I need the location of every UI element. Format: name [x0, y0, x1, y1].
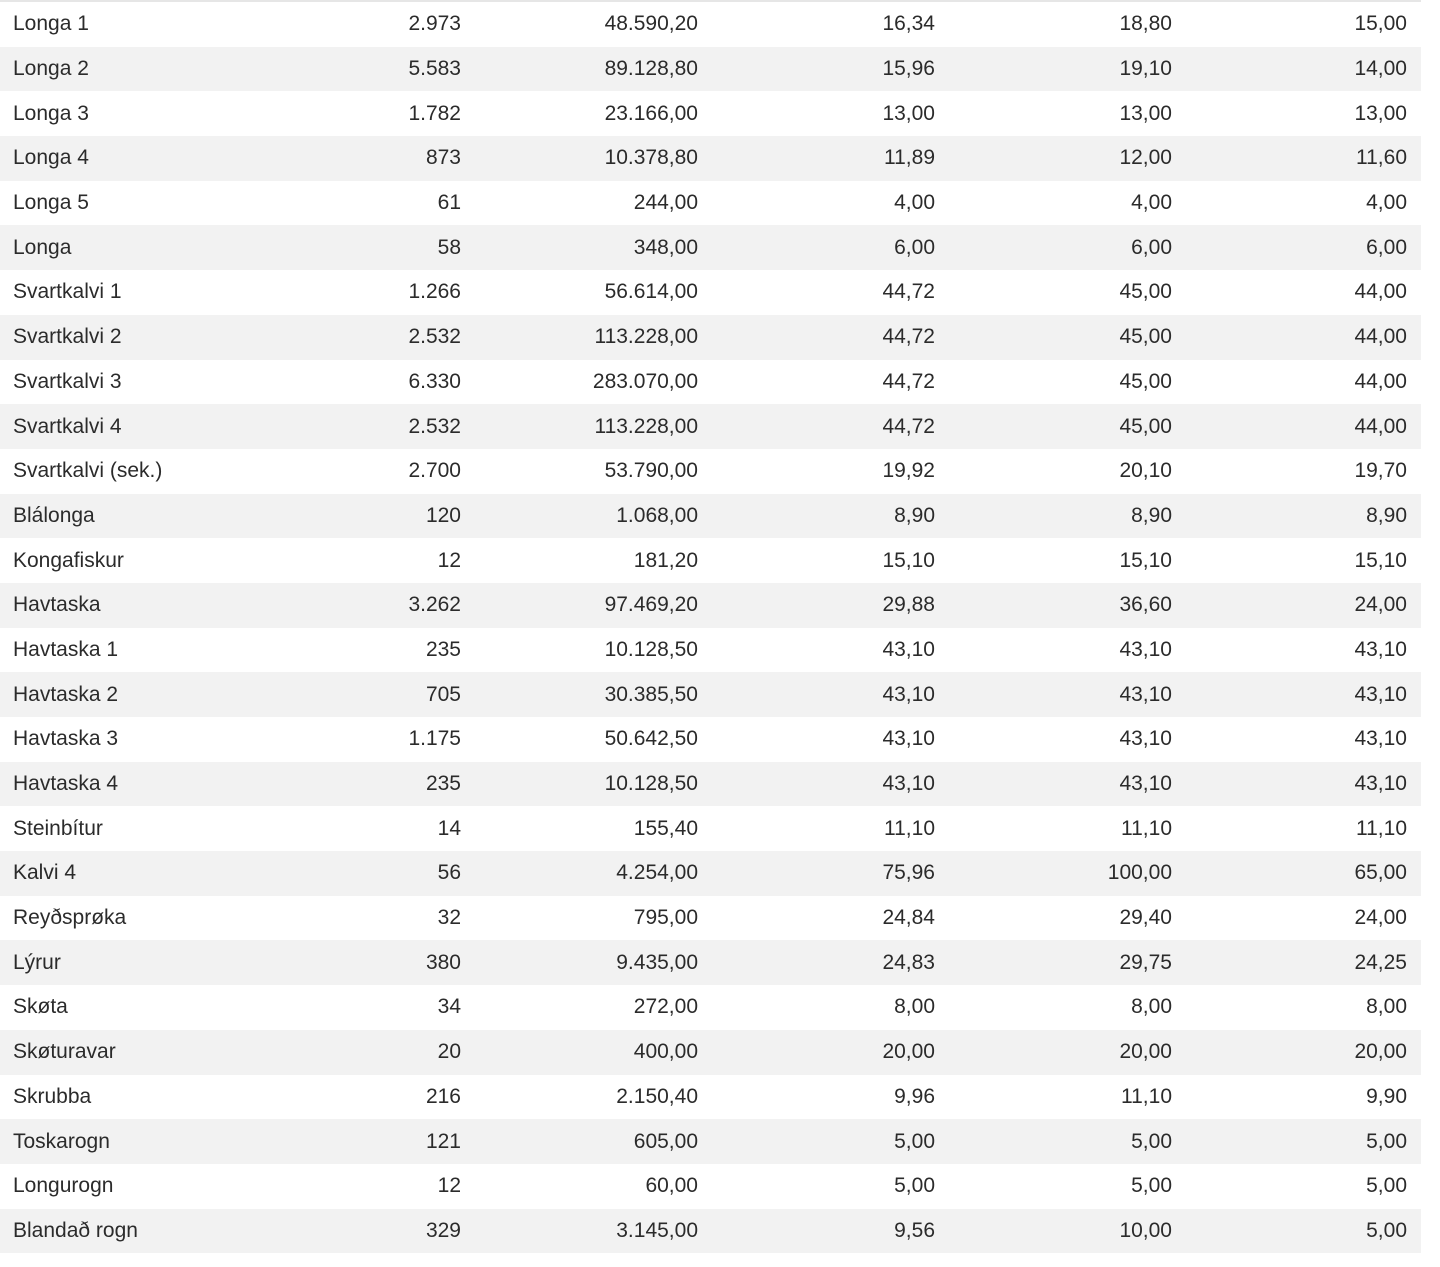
table-row [0, 494, 1421, 539]
cell-total-value: 9.435,00 [616, 950, 698, 974]
table-row [0, 762, 1421, 807]
cell-max-price: 43,10 [1119, 637, 1172, 661]
cell-average-price: 9,96 [894, 1084, 935, 1108]
cell-quantity: 235 [425, 637, 461, 661]
cell-total-value: 10.128,50 [604, 637, 698, 661]
cell-average-price: 20,00 [882, 1040, 935, 1064]
cell-min-price: 5,00 [1366, 1174, 1407, 1198]
cell-total-value: 283.070,00 [592, 369, 698, 393]
table-row [0, 672, 1421, 717]
cell-average-price: 29,88 [882, 593, 935, 617]
cell-species-name: Longa 2 [13, 57, 89, 81]
cell-max-price: 45,00 [1119, 414, 1172, 438]
table-body [0, 2, 1421, 1253]
cell-max-price: 43,10 [1119, 682, 1172, 706]
cell-species-name: Lýrur [13, 950, 61, 974]
cell-total-value: 3.145,00 [616, 1218, 698, 1242]
cell-max-price: 45,00 [1119, 325, 1172, 349]
table-row [0, 851, 1421, 896]
cell-average-price: 5,00 [894, 1129, 935, 1153]
cell-total-value: 400,00 [633, 1040, 698, 1064]
cell-min-price: 44,00 [1354, 414, 1407, 438]
cell-max-price: 18,80 [1119, 12, 1172, 36]
cell-average-price: 6,00 [894, 235, 935, 259]
table-row [0, 1119, 1421, 1164]
cell-total-value: 181,20 [633, 548, 698, 572]
table-row [0, 628, 1421, 673]
table-row [0, 1164, 1421, 1209]
cell-max-price: 20,10 [1119, 459, 1172, 483]
table-row [0, 940, 1421, 985]
table-row [0, 896, 1421, 941]
cell-max-price: 43,10 [1119, 772, 1172, 796]
cell-average-price: 24,83 [882, 950, 935, 974]
cell-average-price: 11,10 [884, 816, 935, 840]
cell-quantity: 380 [425, 950, 461, 974]
price-table [0, 2, 1421, 1253]
cell-quantity: 2.532 [408, 414, 461, 438]
cell-quantity: 12 [437, 1174, 461, 1198]
cell-max-price: 45,00 [1119, 280, 1172, 304]
cell-quantity: 873 [425, 146, 461, 170]
cell-total-value: 48.590,20 [604, 12, 698, 36]
cell-max-price: 100,00 [1107, 861, 1172, 885]
cell-min-price: 4,00 [1366, 191, 1407, 215]
table-row [0, 538, 1421, 583]
cell-total-value: 155,40 [633, 816, 698, 840]
table-row [0, 47, 1421, 92]
cell-max-price: 11,10 [1121, 816, 1172, 840]
cell-species-name: Steinbítur [13, 816, 103, 840]
cell-species-name: Svartkalvi (sek.) [13, 459, 163, 483]
table-row [0, 1209, 1421, 1254]
cell-average-price: 43,10 [882, 682, 935, 706]
cell-quantity: 216 [425, 1084, 461, 1108]
cell-species-name: Longa 5 [13, 191, 89, 215]
cell-average-price: 15,10 [882, 548, 935, 572]
cell-min-price: 11,60 [1356, 146, 1407, 170]
cell-min-price: 14,00 [1354, 57, 1407, 81]
cell-total-value: 89.128,80 [604, 57, 698, 81]
cell-max-price: 10,00 [1119, 1218, 1172, 1242]
cell-quantity: 1.266 [408, 280, 461, 304]
cell-total-value: 56.614,00 [604, 280, 698, 304]
table-row [0, 1075, 1421, 1120]
table-row [0, 583, 1421, 628]
cell-min-price: 11,10 [1356, 816, 1407, 840]
cell-max-price: 19,10 [1119, 57, 1172, 81]
cell-quantity: 3.262 [408, 593, 461, 617]
cell-average-price: 43,10 [882, 727, 935, 751]
cell-species-name: Svartkalvi 3 [13, 369, 122, 393]
cell-min-price: 43,10 [1354, 682, 1407, 706]
cell-min-price: 20,00 [1354, 1040, 1407, 1064]
cell-average-price: 9,56 [894, 1218, 935, 1242]
cell-average-price: 19,92 [882, 459, 935, 483]
cell-species-name: Havtaska 2 [13, 682, 119, 706]
cell-min-price: 5,00 [1366, 1218, 1407, 1242]
cell-min-price: 24,25 [1354, 950, 1407, 974]
cell-average-price: 24,84 [882, 906, 935, 930]
cell-min-price: 44,00 [1354, 369, 1407, 393]
table-row [0, 315, 1421, 360]
cell-species-name: Longa 1 [13, 12, 89, 36]
cell-total-value: 23.166,00 [604, 101, 698, 125]
table-row [0, 717, 1421, 762]
cell-average-price: 8,00 [894, 995, 935, 1019]
cell-min-price: 15,00 [1354, 12, 1407, 36]
cell-max-price: 4,00 [1131, 191, 1172, 215]
cell-quantity: 120 [425, 503, 461, 527]
cell-average-price: 43,10 [882, 772, 935, 796]
cell-species-name: Longa 3 [13, 101, 89, 125]
cell-max-price: 6,00 [1131, 235, 1172, 259]
cell-min-price: 43,10 [1354, 727, 1407, 751]
cell-max-price: 11,10 [1121, 1084, 1172, 1108]
cell-max-price: 45,00 [1119, 369, 1172, 393]
table-row [0, 404, 1421, 449]
cell-quantity: 5.583 [408, 57, 461, 81]
cell-species-name: Kongafiskur [13, 548, 124, 572]
cell-max-price: 8,00 [1131, 995, 1172, 1019]
cell-quantity: 12 [437, 548, 461, 572]
cell-species-name: Longa [13, 235, 72, 259]
cell-min-price: 24,00 [1354, 906, 1407, 930]
table-row [0, 270, 1421, 315]
cell-average-price: 44,72 [882, 369, 935, 393]
cell-max-price: 20,00 [1119, 1040, 1172, 1064]
cell-average-price: 44,72 [882, 325, 935, 349]
cell-species-name: Blandað rogn [13, 1218, 138, 1242]
cell-average-price: 8,90 [894, 503, 935, 527]
table-row [0, 449, 1421, 494]
cell-quantity: 1.175 [408, 727, 461, 751]
cell-average-price: 44,72 [882, 280, 935, 304]
cell-min-price: 43,10 [1354, 772, 1407, 796]
cell-quantity: 2.973 [408, 12, 461, 36]
cell-species-name: Longurogn [13, 1174, 114, 1198]
cell-average-price: 16,34 [882, 12, 935, 36]
cell-total-value: 10.128,50 [604, 772, 698, 796]
cell-species-name: Havtaska [13, 593, 101, 617]
cell-min-price: 43,10 [1354, 637, 1407, 661]
cell-min-price: 15,10 [1354, 548, 1407, 572]
cell-average-price: 43,10 [882, 637, 935, 661]
cell-average-price: 4,00 [894, 191, 935, 215]
cell-min-price: 44,00 [1354, 325, 1407, 349]
table-row [0, 225, 1421, 270]
cell-quantity: 235 [425, 772, 461, 796]
cell-quantity: 1.782 [408, 101, 461, 125]
cell-quantity: 705 [425, 682, 461, 706]
cell-min-price: 19,70 [1354, 459, 1407, 483]
cell-quantity: 34 [437, 995, 461, 1019]
cell-max-price: 29,40 [1119, 906, 1172, 930]
cell-total-value: 97.469,20 [604, 593, 698, 617]
cell-total-value: 244,00 [633, 191, 698, 215]
cell-quantity: 2.532 [408, 325, 461, 349]
cell-average-price: 75,96 [882, 861, 935, 885]
cell-total-value: 113.228,00 [594, 325, 698, 349]
table-row [0, 806, 1421, 851]
table-row [0, 1030, 1421, 1075]
cell-quantity: 14 [437, 816, 461, 840]
cell-max-price: 36,60 [1119, 593, 1172, 617]
cell-quantity: 56 [437, 861, 461, 885]
cell-average-price: 44,72 [882, 414, 935, 438]
cell-min-price: 24,00 [1354, 593, 1407, 617]
cell-quantity: 329 [425, 1218, 461, 1242]
cell-species-name: Reyðsprøka [13, 906, 127, 930]
cell-species-name: Havtaska 4 [13, 772, 119, 796]
cell-max-price: 13,00 [1119, 101, 1172, 125]
cell-min-price: 13,00 [1354, 101, 1407, 125]
cell-max-price: 29,75 [1119, 950, 1172, 974]
cell-total-value: 30.385,50 [604, 682, 698, 706]
cell-total-value: 10.378,80 [604, 146, 698, 170]
cell-max-price: 8,90 [1131, 503, 1172, 527]
cell-min-price: 5,00 [1366, 1129, 1407, 1153]
cell-quantity: 61 [437, 191, 461, 215]
cell-total-value: 60,00 [645, 1174, 698, 1198]
table-row [0, 181, 1421, 226]
cell-species-name: Skøta [13, 995, 68, 1019]
cell-species-name: Havtaska 1 [13, 637, 119, 661]
cell-species-name: Toskarogn [13, 1129, 110, 1153]
cell-average-price: 15,96 [882, 57, 935, 81]
cell-species-name: Kalvi 4 [13, 861, 77, 885]
cell-total-value: 4.254,00 [616, 861, 698, 885]
cell-min-price: 44,00 [1354, 280, 1407, 304]
table-row [0, 2, 1421, 47]
cell-species-name: Svartkalvi 1 [13, 280, 122, 304]
cell-min-price: 8,90 [1366, 503, 1407, 527]
cell-average-price: 13,00 [882, 101, 935, 125]
cell-quantity: 121 [425, 1129, 461, 1153]
cell-quantity: 32 [437, 906, 461, 930]
cell-total-value: 2.150,40 [616, 1084, 698, 1108]
cell-total-value: 1.068,00 [616, 503, 698, 527]
cell-max-price: 5,00 [1131, 1129, 1172, 1153]
cell-max-price: 12,00 [1119, 146, 1172, 170]
cell-average-price: 11,89 [884, 146, 935, 170]
cell-quantity: 6.330 [408, 369, 461, 393]
cell-max-price: 5,00 [1131, 1174, 1172, 1198]
cell-species-name: Svartkalvi 4 [13, 414, 122, 438]
cell-min-price: 9,90 [1366, 1084, 1407, 1108]
cell-min-price: 65,00 [1354, 861, 1407, 885]
cell-total-value: 53.790,00 [604, 459, 698, 483]
table-row [0, 136, 1421, 181]
cell-total-value: 113.228,00 [594, 414, 698, 438]
cell-max-price: 43,10 [1119, 727, 1172, 751]
cell-min-price: 8,00 [1366, 995, 1407, 1019]
cell-total-value: 795,00 [633, 906, 698, 930]
cell-species-name: Skøturavar [13, 1040, 116, 1064]
table-row [0, 91, 1421, 136]
cell-species-name: Blálonga [13, 503, 95, 527]
cell-total-value: 272,00 [633, 995, 698, 1019]
cell-quantity: 58 [437, 235, 461, 259]
cell-total-value: 605,00 [633, 1129, 698, 1153]
table-row [0, 985, 1421, 1030]
cell-species-name: Svartkalvi 2 [13, 325, 122, 349]
cell-quantity: 2.700 [408, 459, 461, 483]
cell-species-name: Havtaska 3 [13, 727, 119, 751]
cell-average-price: 5,00 [894, 1174, 935, 1198]
cell-species-name: Longa 4 [13, 146, 89, 170]
cell-min-price: 6,00 [1366, 235, 1407, 259]
cell-species-name: Skrubba [13, 1084, 92, 1108]
table-row [0, 360, 1421, 405]
cell-total-value: 348,00 [633, 235, 698, 259]
cell-max-price: 15,10 [1119, 548, 1172, 572]
cell-total-value: 50.642,50 [604, 727, 698, 751]
cell-quantity: 20 [437, 1040, 461, 1064]
